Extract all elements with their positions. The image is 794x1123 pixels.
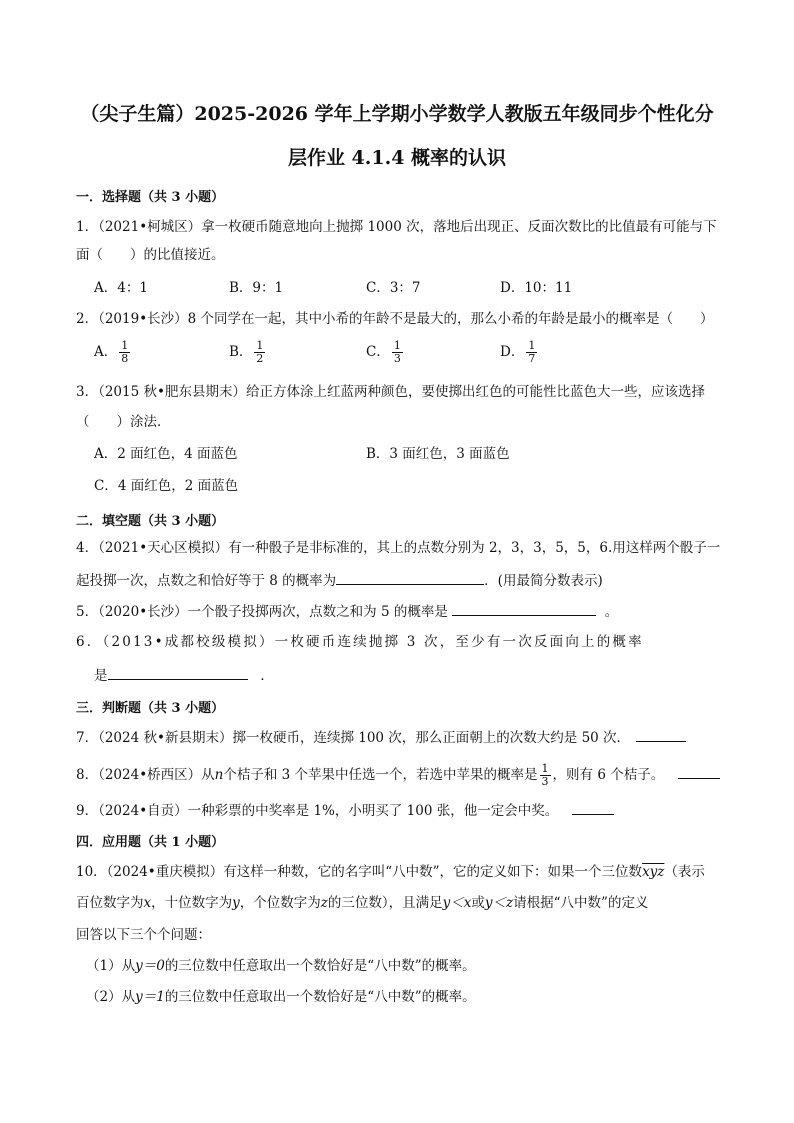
question-3-line-1: 3．（2015 秋•肥东县期末）给正方体涂上红蓝两种颜色，要使掷出红色的可能性比蓝色大一些，应该选择	[76, 384, 705, 400]
answer-blank[interactable]	[452, 601, 596, 616]
question-2-option-b: B． $\frac{1}{2}$	[229, 339, 264, 365]
answer-blank[interactable]	[678, 764, 720, 779]
question-10-line-1: 10．（2024•重庆模拟）有这样一种数，它的名字叫“八中数”，它的定义如下：如果一个三位数$\overline{xyz}$（表示	[76, 864, 705, 880]
question-3-option-b: B．3 面红色，3 面蓝色	[366, 446, 510, 462]
question-10-sub-2: （2）从y＝1的三位数中任意取出一个数恰好是“八中数”的概率。	[86, 989, 476, 1005]
question-10-sub-1: （1）从y＝0的三位数中任意取出一个数恰好是“八中数”的概率。	[86, 958, 476, 974]
question-2-line-1: 2．（2019•长沙）8 个同学在一起，其中小希的年龄不是最大的，那么小希的年龄是最小的概率是（ ）	[76, 311, 714, 327]
answer-blank[interactable]	[108, 665, 248, 680]
answer-blank[interactable]	[572, 800, 614, 815]
fraction: $\frac{1}{8}$	[121, 339, 129, 365]
question-2-option-c: C． $\frac{1}{3}$	[366, 339, 401, 365]
fraction: $\frac{1}{7}$	[528, 339, 536, 365]
section-heading-fill: 二．填空题（共 3 小题）	[76, 514, 225, 529]
question-2-option-d: D． $\frac{1}{7}$	[500, 339, 536, 365]
question-3-line-2: （ ）涂法．	[76, 414, 171, 430]
question-3-option-a: A．2 面红色，4 面蓝色	[94, 446, 238, 462]
question-1-line-2: 面（ ）的比值接近。	[76, 247, 225, 263]
question-10-line-3: 回答以下三个个问题：	[76, 927, 211, 943]
question-6-line-2: 是 ．	[94, 665, 274, 685]
question-1-option-a: A．4：1	[94, 280, 148, 296]
fraction: $\frac{1}{3}$	[541, 762, 549, 788]
question-1-option-d: D．10：11	[500, 280, 573, 296]
answer-blank[interactable]	[636, 727, 686, 742]
section-heading-judge: 三．判断题（共 3 小题）	[76, 701, 225, 716]
question-3-option-c: C．4 面红色，2 面蓝色	[94, 478, 239, 494]
question-2-option-a: A． $\frac{1}{8}$	[94, 339, 129, 365]
question-1-line-1: 1．（2021•柯城区）拿一枚硬币随意地向上抛掷 1000 次，落地后出现正、反面次数比的比值最有可能与下	[76, 219, 717, 235]
question-9-line-1: 9．（2024•自贡）一种彩票的中奖率是 1%，小明买了 100 张，他一定会中奖。	[76, 800, 614, 820]
fraction: $\frac{1}{2}$	[256, 339, 264, 365]
question-1-option-c: C．3：7	[366, 280, 421, 296]
section-heading-choice: 一．选择题（共 3 小题）	[76, 190, 225, 205]
question-10-line-2: 百位数字为x，十位数字为y，个位数字为z的三位数），且满足y＜x或y＜z请根据“八中数”的定义	[76, 895, 649, 911]
document-title-line-1: （尖子生篇）2025-2026 学年上学期小学数学人教版五年级同步个性化分	[80, 103, 714, 125]
answer-blank[interactable]	[336, 570, 484, 585]
question-1-option-b: B．9：1	[229, 280, 284, 296]
question-4-line-1: 4．（2021•天心区模拟）有一种骰子是非标准的，其上的点数分别为 2，3，3，5，5，6.用这样两个骰子一	[76, 540, 721, 556]
document-title-line-2: 层作业 4.1.4 概率的认识	[287, 147, 507, 169]
section-heading-application: 四．应用题（共 1 小题）	[76, 835, 225, 850]
question-6-line-1: 6．（2013•成都校级模拟）一枚硬币连续抛掷 3 次，至少有一次反面向上的概率	[76, 634, 644, 650]
question-7-line-1: 7．（2024 秋•新县期末）掷一枚硬币，连续掷 100 次，那么正面朝上的次数大约是 50 次．	[76, 727, 686, 747]
fraction: $\frac{1}{3}$	[393, 339, 401, 365]
question-8-line-1: 8．（2024•桥西区）从n个桔子和 3 个苹果中任选一个，若选中苹果的概率是 $\frac{1}{3}$ ，则有 6 个桔子。	[76, 763, 720, 788]
question-4-line-2: 起投掷一次，点数之和恰好等于 8 的概率为 ．(用最简分数表示)	[76, 570, 603, 590]
question-5-line-1: 5．（2020•长沙）一个骰子投掷两次，点数之和为 5 的概率是 。	[76, 601, 618, 621]
